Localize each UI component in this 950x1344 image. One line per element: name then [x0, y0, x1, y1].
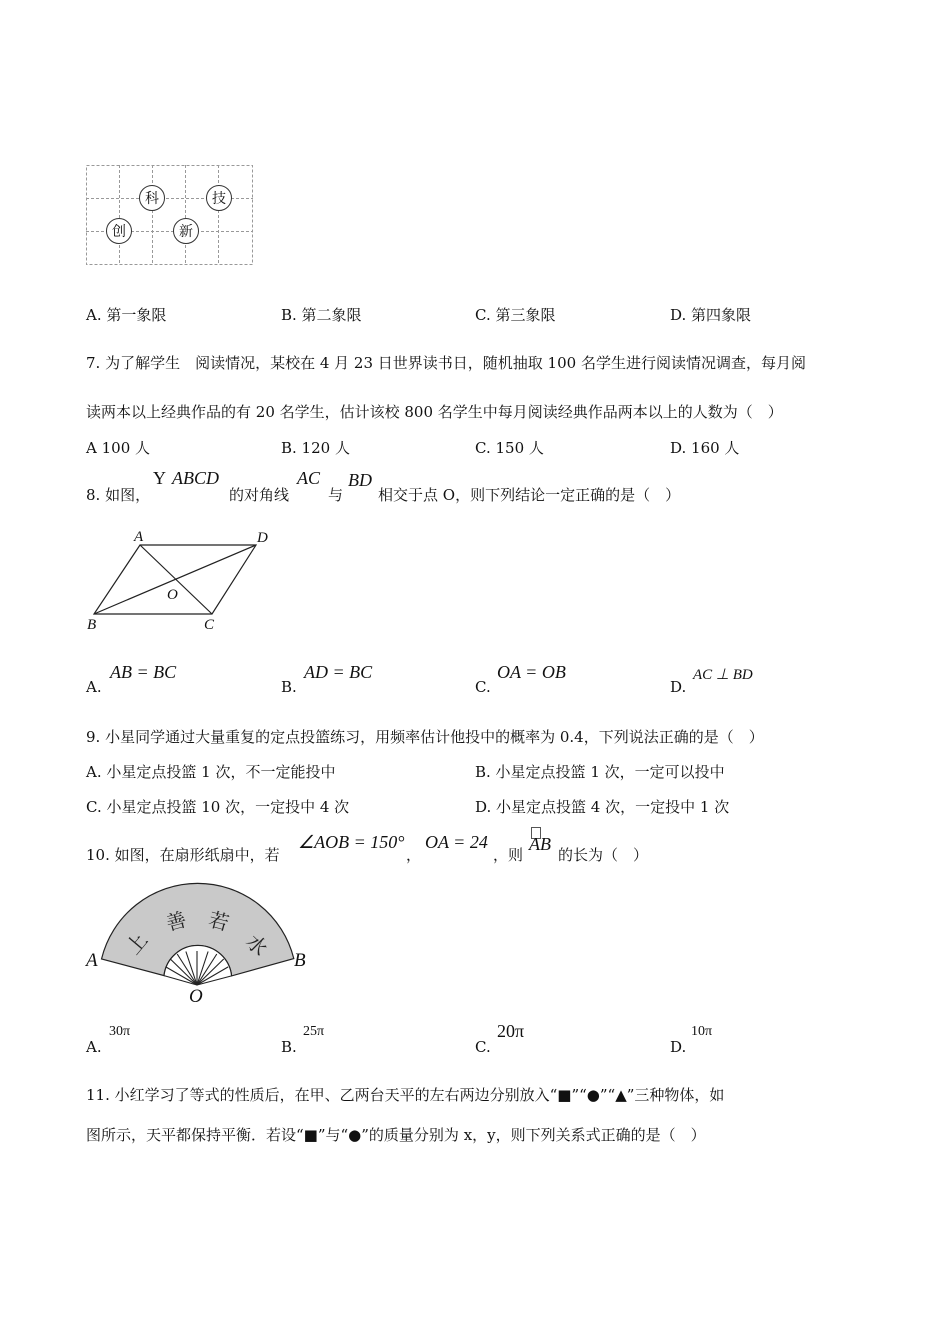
q10-prefix: 10. 如图，在扇形纸扇中，若: [86, 846, 280, 864]
q10-option-a-value: 30π: [109, 1024, 131, 1039]
q8-option-c-letter: C.: [475, 678, 491, 696]
q8-with: 与: [328, 486, 344, 504]
grid-figure: [86, 165, 254, 266]
q8-option-b-expr: AD = BC: [304, 662, 373, 682]
q8-option-a-expr: AB = BC: [110, 662, 177, 682]
figure-label-o: O: [167, 587, 178, 603]
parallelogram-figure: [84, 526, 274, 636]
fan-label-b: B: [294, 950, 306, 971]
q8-ac: AC: [297, 468, 321, 488]
q8-parallelogram-symbol: Y: [153, 468, 166, 488]
q10-comma: ，: [406, 846, 422, 864]
q7-stem-line1: 7. 为了解学生 阅读情况，某校在 4 月 23 日世界读书日，随机抽取 100 名学生进行阅读情况调查，每月阅: [86, 354, 806, 372]
q9-option-a: A. 小星定点投篮 1 次，不一定能投中: [86, 763, 336, 781]
fan-char-shui: 水: [241, 930, 272, 961]
q9-option-c: C. 小星定点投篮 10 次，一定投中 4 次: [86, 798, 350, 816]
q10-angle-expr: ∠AOB = 150°: [298, 832, 405, 852]
q11-stem-line2: 图所示，天平都保持平衡．若设“■”与“●”的质量分别为 x，y，则下列关系式正确的是（ ）: [86, 1126, 706, 1144]
q8-option-d-expr: AC ⊥ BD: [693, 667, 753, 683]
q9-option-d: D. 小星定点投篮 4 次，一定投中 1 次: [475, 798, 730, 816]
figure-label-c: C: [204, 617, 215, 633]
q10-suffix: 的长为（ ）: [558, 846, 649, 864]
q7-option-a: A 100 人: [86, 439, 150, 457]
q10-then: ，则: [493, 846, 524, 864]
q10-option-b-letter: B.: [281, 1038, 297, 1056]
q10-option-d-letter: D.: [670, 1038, 687, 1056]
q7-stem-line2: 读两本以上经典作品的有 20 名学生，估计该校 800 名学生中每月阅读经典作品两本以上的人数为（ ）: [86, 403, 783, 421]
q7-option-b: B. 120 人: [281, 439, 350, 457]
q6-option-a: A. 第一象限: [86, 306, 167, 324]
q10-option-b-value: 25π: [303, 1024, 325, 1039]
grid-char-chuang: 创: [112, 225, 126, 240]
q6-option-b: B. 第二象限: [281, 306, 362, 324]
q7-option-d: D. 160 人: [670, 439, 740, 457]
q8-bd: BD: [348, 470, 372, 490]
q7-option-c: C. 150 人: [475, 439, 544, 457]
q9-option-b: B. 小星定点投篮 1 次，一定可以投中: [475, 763, 725, 781]
q8-prefix: 8. 如图，: [86, 486, 151, 504]
q8-option-d-letter: D.: [670, 678, 687, 696]
q10-oa-expr: OA = 24: [425, 832, 488, 852]
q8-option-b-letter: B.: [281, 678, 297, 696]
q10-arc-ab: AB: [529, 834, 551, 854]
q8-option-a-letter: A.: [86, 678, 102, 696]
q10-option-c-value: 20π: [497, 1021, 525, 1041]
fan-label-o: O: [189, 986, 203, 1007]
figure-label-a: A: [134, 529, 144, 545]
grid-char-xin: 新: [179, 225, 193, 240]
grid-char-ji: 技: [212, 192, 226, 207]
fan-char-shan: 善: [163, 908, 189, 936]
fan-char-shang: 上: [122, 929, 153, 959]
q8-abcd: ABCD: [172, 468, 219, 488]
figure-label-d: D: [257, 530, 268, 546]
grid-char-ke: 科: [145, 192, 159, 207]
q10-option-c-letter: C.: [475, 1038, 491, 1056]
q10-option-d-value: 10π: [691, 1024, 713, 1039]
figure-label-b: B: [87, 617, 97, 633]
q6-option-c: C. 第三象限: [475, 306, 556, 324]
q8-stem-rest: 相交于点 O，则下列结论一定正确的是（ ）: [378, 486, 681, 504]
q8-diagonal-text: 的对角线: [229, 486, 290, 504]
fan-char-ruo: 若: [206, 908, 232, 936]
fan-label-a: A: [86, 950, 98, 971]
q11-stem-line1: 11. 小红学习了等式的性质后，在甲、乙两台天平的左右两边分别放入“■”“●”“▲”三种物体，如: [86, 1086, 725, 1104]
q9-stem: 9. 小星同学通过大量重复的定点投篮练习，用频率估计他投中的概率为 0.4，下列说法正确的是（ ）: [86, 728, 764, 746]
fan-figure: [84, 880, 314, 1008]
q6-option-d: D. 第四象限: [670, 306, 752, 324]
q8-option-c-expr: OA = OB: [497, 662, 566, 682]
q10-option-a-letter: A.: [86, 1038, 102, 1056]
